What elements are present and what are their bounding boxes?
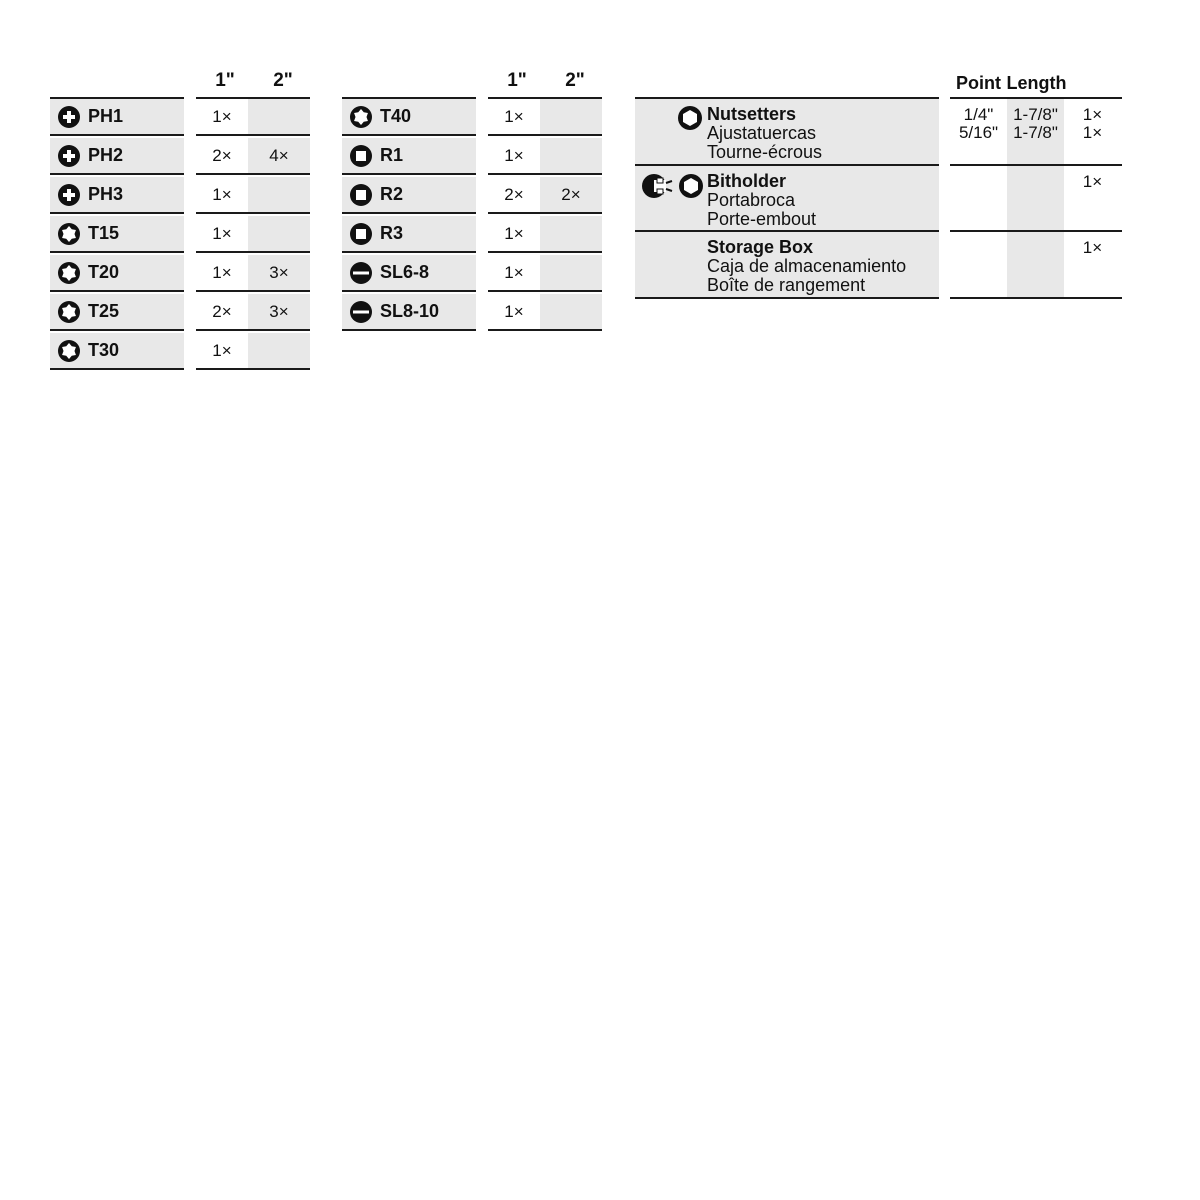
table-row (488, 255, 602, 292)
table-row (488, 177, 602, 214)
table-row (50, 294, 184, 331)
point-size (950, 232, 1007, 297)
accessory-name-fr: Porte-embout (707, 209, 817, 229)
table-row (488, 99, 602, 136)
accessories-header-point: Point (956, 73, 1001, 93)
qty-2in (248, 333, 310, 368)
accessories-header-length: Length (1006, 73, 1067, 93)
table-row (488, 138, 602, 175)
accessory-name-es: Ajustatuercas (707, 123, 817, 143)
table-row (196, 216, 310, 253)
torx-icon (58, 340, 80, 362)
accessory-name-es: Caja de almacenamiento (707, 256, 907, 276)
table-row (50, 177, 184, 214)
qty-2in (248, 177, 310, 212)
qty-1in: 1× (504, 223, 524, 243)
bit-label: T40 (380, 106, 412, 126)
table-row (342, 255, 476, 292)
table-row (196, 138, 310, 175)
torx-icon (58, 223, 80, 245)
qty-2in (248, 99, 310, 134)
list-item (635, 232, 939, 299)
quantity: 1× 1× (1082, 105, 1103, 142)
bit-label: R3 (380, 223, 404, 243)
qty-2in: 3× (248, 294, 310, 329)
square-icon (350, 223, 372, 245)
length (1007, 232, 1064, 297)
length: 1-7/8" 1-7/8" (1007, 99, 1064, 164)
qty-2in (540, 99, 602, 134)
table-row (342, 294, 476, 331)
bit-label: SL6-8 (380, 262, 430, 282)
slotted-icon (350, 301, 372, 323)
qty-2in (540, 294, 602, 329)
qty-1in: 2× (212, 145, 232, 165)
table-row (50, 255, 184, 292)
accessories-values (950, 97, 1122, 299)
table1-header-2in: 2" (273, 70, 293, 91)
bit-label: T25 (88, 301, 120, 321)
qty-2in: 4× (248, 138, 310, 173)
accessory-name: Bitholder (707, 171, 786, 191)
accessory-name-fr: Tourne-écrous (707, 142, 823, 162)
square-icon (350, 145, 372, 167)
quantity: 1× (1082, 172, 1103, 191)
qty-2in: 2× (540, 177, 602, 212)
table-row (342, 177, 476, 214)
qty-1in: 1× (212, 340, 232, 360)
table-row (950, 99, 1122, 166)
table-row (342, 216, 476, 253)
list-item (635, 99, 939, 166)
table2-header-1in: 1" (507, 70, 527, 91)
bit-label: PH3 (88, 184, 124, 204)
table2-quantities (488, 97, 602, 333)
phillips-icon (58, 106, 80, 128)
table-row (950, 166, 1122, 232)
accessory-name: Storage Box (707, 237, 814, 257)
table-row (196, 294, 310, 331)
accessory-name: Nutsetters (707, 104, 797, 124)
table-row (342, 99, 476, 136)
qty-1in: 1× (212, 184, 232, 204)
torx-icon (58, 301, 80, 323)
qty-1in: 2× (212, 301, 232, 321)
bit-label: PH1 (88, 106, 124, 126)
quantity: 1× (1082, 238, 1103, 257)
table1-bit-names (50, 97, 184, 372)
table1-quantities (196, 97, 310, 372)
bit-label: T20 (88, 262, 120, 282)
table2-bit-names (342, 97, 476, 333)
table1-header-1in: 1" (215, 70, 235, 91)
point-size: 1/4" 5/16" (958, 105, 999, 142)
phillips-icon (58, 145, 80, 167)
accessory-name-es: Portabroca (707, 190, 796, 210)
accessory-name-fr: Boîte de rangement (707, 275, 866, 295)
table-row (196, 255, 310, 292)
qty-1in: 1× (504, 301, 524, 321)
qty-2in (540, 138, 602, 173)
qty-1in: 1× (504, 145, 524, 165)
qty-1in: 1× (212, 106, 232, 126)
qty-2in (248, 216, 310, 251)
table-row (950, 232, 1122, 299)
hex-nut-icon (677, 105, 705, 135)
qty-2in (540, 216, 602, 251)
list-item (635, 166, 939, 232)
bit-label: PH2 (88, 145, 124, 165)
qty-2in: 3× (248, 255, 310, 290)
bit-label: SL8-10 (380, 301, 440, 321)
square-icon (350, 184, 372, 206)
torx-icon (58, 262, 80, 284)
table-row (50, 216, 184, 253)
bit-label: T15 (88, 223, 120, 243)
bit-label: R1 (380, 145, 404, 165)
magnetic-bitholder-icon (641, 172, 707, 202)
qty-1in: 2× (504, 184, 524, 204)
length (1007, 166, 1064, 230)
table2-header-2in: 2" (565, 70, 585, 91)
table-row (488, 216, 602, 253)
phillips-icon (58, 184, 80, 206)
table-row (50, 99, 184, 136)
qty-1in: 1× (504, 262, 524, 282)
table-row (488, 294, 602, 331)
table-row (196, 99, 310, 136)
table-row (196, 333, 310, 370)
bit-label: R2 (380, 184, 404, 204)
bit-label: T30 (88, 340, 120, 360)
slotted-icon (350, 262, 372, 284)
table-row (342, 138, 476, 175)
qty-1in: 1× (212, 262, 232, 282)
table-row (50, 333, 184, 370)
point-size (950, 166, 1007, 230)
qty-2in (540, 255, 602, 290)
accessories-names (635, 97, 939, 299)
torx-icon (350, 106, 372, 128)
table-row (50, 138, 184, 175)
table-row (196, 177, 310, 214)
qty-1in: 1× (504, 106, 524, 126)
qty-1in: 1× (212, 223, 232, 243)
